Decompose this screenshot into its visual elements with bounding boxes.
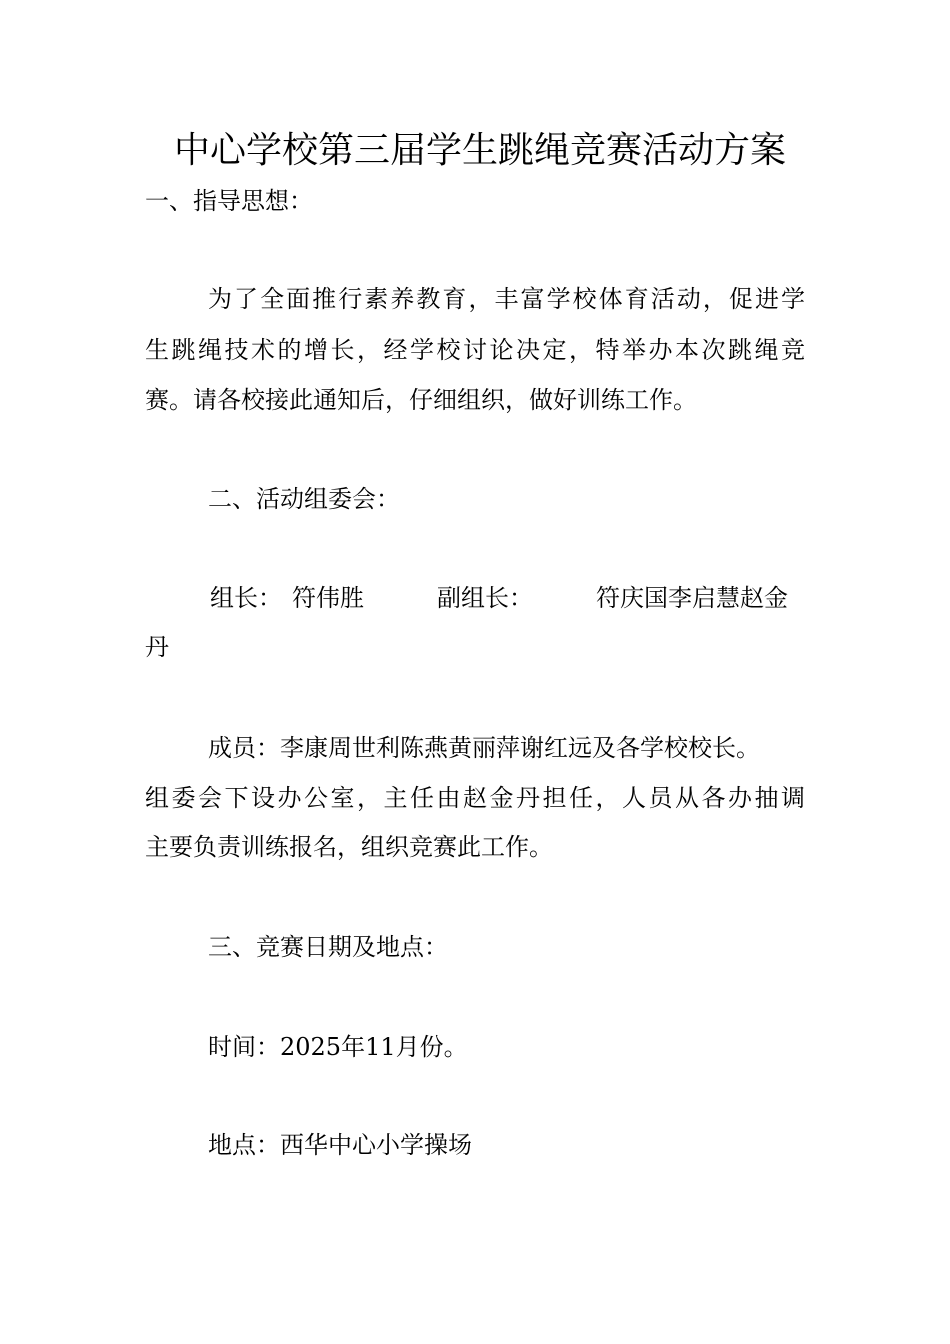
event-time: 时间：2025年11月份。	[208, 1033, 468, 1061]
deputy-names-cont: 丹	[145, 633, 169, 661]
members-line-1: 成员：李康周世利陈燕黄丽萍谢红远及各学校校长。	[208, 734, 760, 762]
deputy-names: 符庆国李启慧赵金	[596, 584, 788, 612]
section-1-heading: 一、指导思想：	[145, 187, 313, 215]
section-3-heading: 三、竞赛日期及地点：	[208, 933, 448, 961]
event-place: 地点：西华中心小学操场	[208, 1131, 472, 1159]
document-title: 中心学校第三届学生跳绳竞赛活动方案	[173, 130, 786, 171]
members-line-3: 主要负责训练报名，组织竞赛此工作。	[145, 833, 553, 861]
leader-label: 组长：	[210, 584, 282, 612]
section-1-line-3: 赛。请各校接此通知后，仔细组织，做好训练工作。	[145, 386, 697, 414]
section-1-line-2: 生跳绳技术的增长，经学校讨论决定，特举办本次跳绳竞	[145, 336, 805, 364]
members-line-2: 组委会下设办公室，主任由赵金丹担任，人员从各办抽调	[145, 784, 805, 812]
section-2-heading: 二、活动组委会：	[208, 485, 400, 513]
section-1-line-1: 为了全面推行素养教育，丰富学校体育活动，促进学	[208, 285, 805, 313]
leader-name: 符伟胜	[292, 584, 364, 612]
deputy-label: 副组长：	[437, 584, 533, 612]
